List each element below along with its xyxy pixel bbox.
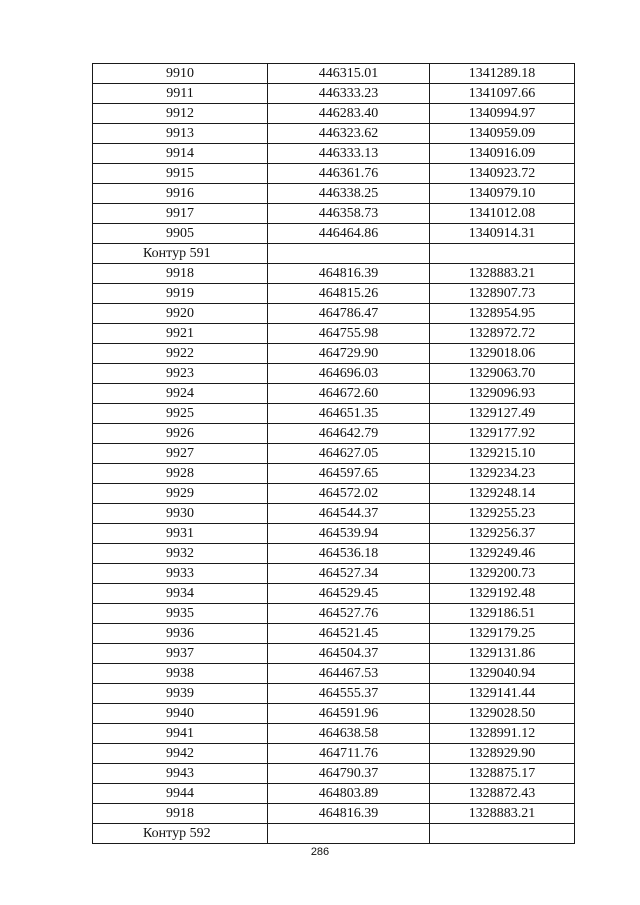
point-id-cell: 9930 <box>93 504 268 524</box>
table-row <box>93 444 575 464</box>
point-id-cell: 9928 <box>93 464 268 484</box>
x-coordinate-cell: 446283.40 <box>268 104 430 124</box>
x-coordinate-cell: 464651.35 <box>268 404 430 424</box>
y-coordinate-cell: 1329255.23 <box>430 504 575 524</box>
y-coordinate-cell: 1329215.10 <box>430 444 575 464</box>
y-coordinate-cell: 1328972.72 <box>430 324 575 344</box>
x-coordinate-cell: 464790.37 <box>268 764 430 784</box>
point-id-cell: 9936 <box>93 624 268 644</box>
y-coordinate-cell: 1340916.09 <box>430 144 575 164</box>
y-coordinate-cell: 1329127.49 <box>430 404 575 424</box>
x-coordinate-cell: 446361.76 <box>268 164 430 184</box>
x-coordinate-cell: 464816.39 <box>268 264 430 284</box>
table-row <box>93 704 575 724</box>
x-coordinate-cell: 464755.98 <box>268 324 430 344</box>
y-coordinate-cell: 1329141.44 <box>430 684 575 704</box>
table-row <box>93 664 575 684</box>
x-coordinate-cell: 464529.45 <box>268 584 430 604</box>
table-row <box>93 504 575 524</box>
x-coordinate-cell: 464642.79 <box>268 424 430 444</box>
point-id-cell: 9911 <box>93 84 268 104</box>
point-id-cell: 9917 <box>93 204 268 224</box>
point-id-cell: 9926 <box>93 424 268 444</box>
x-coordinate-cell: 464729.90 <box>268 344 430 364</box>
point-id-cell: 9918 <box>93 264 268 284</box>
x-coordinate-cell: 464591.96 <box>268 704 430 724</box>
point-id-cell: 9922 <box>93 344 268 364</box>
table-row <box>93 644 575 664</box>
point-id-cell: 9912 <box>93 104 268 124</box>
x-coordinate-cell: 464597.65 <box>268 464 430 484</box>
table-row <box>93 724 575 744</box>
y-coordinate-cell: 1329256.37 <box>430 524 575 544</box>
table-row <box>93 344 575 364</box>
y-coordinate-cell: 1329063.70 <box>430 364 575 384</box>
table-row <box>93 84 575 104</box>
point-id-cell: 9916 <box>93 184 268 204</box>
y-coordinate-cell: 1329186.51 <box>430 604 575 624</box>
table-row <box>93 524 575 544</box>
table-row <box>93 304 575 324</box>
point-id-cell: 9944 <box>93 784 268 804</box>
table-row <box>93 284 575 304</box>
x-coordinate-cell: 464672.60 <box>268 384 430 404</box>
point-id-cell: 9942 <box>93 744 268 764</box>
x-coordinate-cell: 464816.39 <box>268 804 430 824</box>
x-coordinate-cell: 464638.58 <box>268 724 430 744</box>
y-coordinate-cell: 1328875.17 <box>430 764 575 784</box>
table-row <box>93 484 575 504</box>
table-row <box>93 264 575 284</box>
x-coordinate-cell: 464786.47 <box>268 304 430 324</box>
x-coordinate-cell: 446464.86 <box>268 224 430 244</box>
point-id-cell: 9910 <box>93 64 268 84</box>
x-coordinate-cell: 464527.76 <box>268 604 430 624</box>
y-coordinate-cell: 1329200.73 <box>430 564 575 584</box>
x-coordinate-cell: 464696.03 <box>268 364 430 384</box>
y-coordinate-cell: 1329028.50 <box>430 704 575 724</box>
contour-label: Контур 592 <box>93 824 268 844</box>
y-coordinate-cell: 1340994.97 <box>430 104 575 124</box>
y-coordinate-cell: 1340979.10 <box>430 184 575 204</box>
y-coordinate-cell: 1329018.06 <box>430 344 575 364</box>
x-coordinate-cell: 464803.89 <box>268 784 430 804</box>
table-row <box>93 124 575 144</box>
point-id-cell: 9932 <box>93 544 268 564</box>
y-coordinate-cell: 1329234.23 <box>430 464 575 484</box>
table-row <box>93 624 575 644</box>
x-coordinate-cell: 446315.01 <box>268 64 430 84</box>
contour-empty-cell <box>268 824 430 844</box>
y-coordinate-cell: 1329096.93 <box>430 384 575 404</box>
y-coordinate-cell: 1328929.90 <box>430 744 575 764</box>
x-coordinate-cell: 464572.02 <box>268 484 430 504</box>
y-coordinate-cell: 1341012.08 <box>430 204 575 224</box>
x-coordinate-cell: 464627.05 <box>268 444 430 464</box>
x-coordinate-cell: 446338.25 <box>268 184 430 204</box>
point-id-cell: 9943 <box>93 764 268 784</box>
point-id-cell: 9914 <box>93 144 268 164</box>
x-coordinate-cell: 464544.37 <box>268 504 430 524</box>
point-id-cell: 9905 <box>93 224 268 244</box>
point-id-cell: 9913 <box>93 124 268 144</box>
point-id-cell: 9925 <box>93 404 268 424</box>
point-id-cell: 9938 <box>93 664 268 684</box>
y-coordinate-cell: 1340914.31 <box>430 224 575 244</box>
table-row <box>93 424 575 444</box>
x-coordinate-cell: 464555.37 <box>268 684 430 704</box>
page-number: 286 <box>310 846 330 858</box>
x-coordinate-cell: 464521.45 <box>268 624 430 644</box>
y-coordinate-cell: 1329249.46 <box>430 544 575 564</box>
point-id-cell: 9934 <box>93 584 268 604</box>
x-coordinate-cell: 464711.76 <box>268 744 430 764</box>
y-coordinate-cell: 1341097.66 <box>430 84 575 104</box>
y-coordinate-cell: 1329131.86 <box>430 644 575 664</box>
coordinates-table-body <box>93 64 575 844</box>
table-row <box>93 684 575 704</box>
point-id-cell: 9919 <box>93 284 268 304</box>
y-coordinate-cell: 1341289.18 <box>430 64 575 84</box>
table-row <box>93 164 575 184</box>
table-row <box>93 364 575 384</box>
table-row <box>93 464 575 484</box>
contour-header-row <box>93 824 575 844</box>
y-coordinate-cell: 1328872.43 <box>430 784 575 804</box>
point-id-cell: 9935 <box>93 604 268 624</box>
point-id-cell: 9929 <box>93 484 268 504</box>
point-id-cell: 9937 <box>93 644 268 664</box>
point-id-cell: 9939 <box>93 684 268 704</box>
y-coordinate-cell: 1329248.14 <box>430 484 575 504</box>
x-coordinate-cell: 464504.37 <box>268 644 430 664</box>
table-row <box>93 544 575 564</box>
contour-empty-cell <box>430 244 575 264</box>
table-row <box>93 144 575 164</box>
table-row <box>93 784 575 804</box>
x-coordinate-cell: 446333.23 <box>268 84 430 104</box>
y-coordinate-cell: 1329177.92 <box>430 424 575 444</box>
point-id-cell: 9923 <box>93 364 268 384</box>
y-coordinate-cell: 1329192.48 <box>430 584 575 604</box>
table-row <box>93 404 575 424</box>
contour-empty-cell <box>268 244 430 264</box>
point-id-cell: 9924 <box>93 384 268 404</box>
point-id-cell: 9941 <box>93 724 268 744</box>
coordinates-table <box>92 63 575 844</box>
x-coordinate-cell: 464527.34 <box>268 564 430 584</box>
table-row <box>93 604 575 624</box>
y-coordinate-cell: 1328883.21 <box>430 804 575 824</box>
y-coordinate-cell: 1340923.72 <box>430 164 575 184</box>
point-id-cell: 9927 <box>93 444 268 464</box>
table-row <box>93 324 575 344</box>
table-row <box>93 564 575 584</box>
x-coordinate-cell: 464815.26 <box>268 284 430 304</box>
table-row <box>93 104 575 124</box>
x-coordinate-cell: 464467.53 <box>268 664 430 684</box>
y-coordinate-cell: 1328954.95 <box>430 304 575 324</box>
point-id-cell: 9920 <box>93 304 268 324</box>
x-coordinate-cell: 446323.62 <box>268 124 430 144</box>
table-row <box>93 584 575 604</box>
x-coordinate-cell: 446358.73 <box>268 204 430 224</box>
table-row <box>93 804 575 824</box>
y-coordinate-cell: 1329040.94 <box>430 664 575 684</box>
table-row <box>93 64 575 84</box>
contour-label: Контур 591 <box>93 244 268 264</box>
table-row <box>93 384 575 404</box>
table-row <box>93 744 575 764</box>
point-id-cell: 9933 <box>93 564 268 584</box>
y-coordinate-cell: 1328991.12 <box>430 724 575 744</box>
point-id-cell: 9931 <box>93 524 268 544</box>
contour-empty-cell <box>430 824 575 844</box>
x-coordinate-cell: 446333.13 <box>268 144 430 164</box>
y-coordinate-cell: 1328907.73 <box>430 284 575 304</box>
table-row <box>93 764 575 784</box>
y-coordinate-cell: 1328883.21 <box>430 264 575 284</box>
contour-header-row <box>93 244 575 264</box>
table-row <box>93 224 575 244</box>
x-coordinate-cell: 464536.18 <box>268 544 430 564</box>
point-id-cell: 9940 <box>93 704 268 724</box>
point-id-cell: 9921 <box>93 324 268 344</box>
x-coordinate-cell: 464539.94 <box>268 524 430 544</box>
table-row <box>93 184 575 204</box>
point-id-cell: 9918 <box>93 804 268 824</box>
point-id-cell: 9915 <box>93 164 268 184</box>
y-coordinate-cell: 1340959.09 <box>430 124 575 144</box>
table-row <box>93 204 575 224</box>
y-coordinate-cell: 1329179.25 <box>430 624 575 644</box>
